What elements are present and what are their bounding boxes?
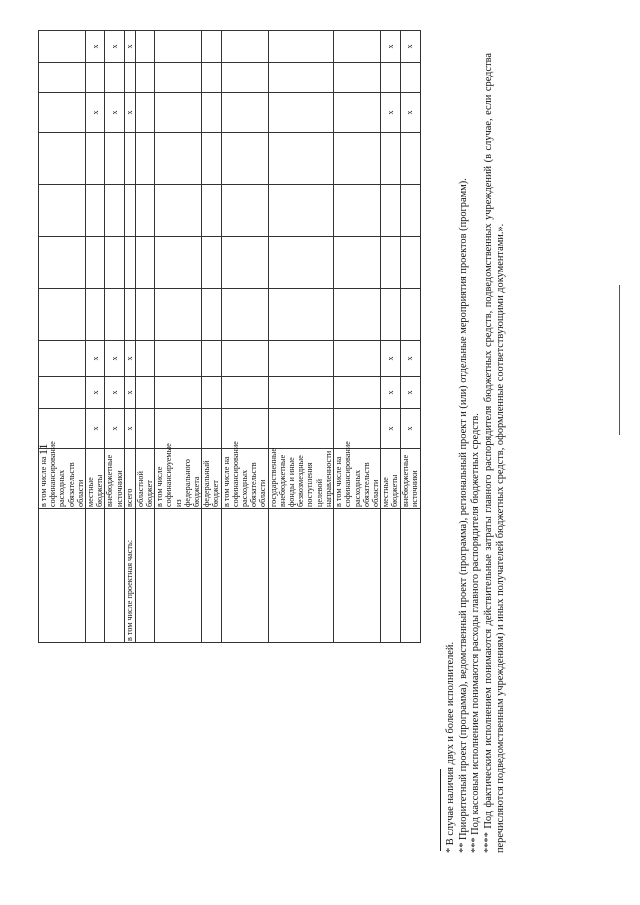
value-cell: х (105, 409, 124, 449)
section-cell (202, 509, 221, 643)
section-cell (86, 509, 105, 643)
value-cell (86, 63, 105, 93)
value-cell (221, 133, 268, 185)
row-label: внебюджетные источники (400, 449, 420, 509)
footnote: **** Под фактическим исполнением понимаются действительные затраты главного распорядителя бюджетных средств, подведомственных учреждений (в случае, если средства перечисляются подведомственным учреждениям) и иных получателей бюджетных средств, оформленные соответствующими документами.». (482, 53, 506, 853)
value-cell (268, 133, 333, 185)
value-cell: х (105, 377, 124, 409)
value-cell (105, 237, 124, 289)
section-cell (135, 509, 154, 643)
value-cell (268, 409, 333, 449)
value-cell (135, 237, 154, 289)
value-cell: х (105, 31, 124, 63)
value-cell (381, 237, 400, 289)
value-cell: х (86, 377, 105, 409)
value-cell (202, 409, 221, 449)
value-cell (86, 185, 105, 237)
value-cell (155, 341, 202, 377)
value-cell: х (124, 377, 135, 409)
value-cell (155, 93, 202, 133)
value-cell: х (381, 409, 400, 449)
value-cell: х (400, 377, 420, 409)
footnote: *** Под кассовым исполнением понимаются расходы главного распорядителя бюджетных средств. (470, 413, 481, 853)
value-cell: х (105, 93, 124, 133)
table-row (86, 31, 105, 643)
value-cell (135, 31, 154, 63)
value-cell (39, 409, 86, 449)
value-cell (334, 63, 381, 93)
value-cell (155, 377, 202, 409)
table-row (155, 31, 202, 643)
value-cell (202, 185, 221, 237)
row-label: федеральный бюджет (202, 449, 221, 509)
value-cell (105, 133, 124, 185)
table-row (124, 31, 135, 643)
value-cell (86, 133, 105, 185)
table-row (400, 31, 420, 643)
value-cell (334, 289, 381, 341)
section-cell (334, 509, 381, 643)
section-cell (268, 509, 333, 643)
value-cell (202, 31, 221, 63)
value-cell (334, 237, 381, 289)
value-cell (334, 93, 381, 133)
value-cell (86, 289, 105, 341)
value-cell (268, 377, 333, 409)
table-row (221, 31, 268, 643)
table-row (135, 31, 154, 643)
value-cell (202, 377, 221, 409)
value-cell (124, 63, 135, 93)
value-cell (135, 289, 154, 341)
value-cell (268, 63, 333, 93)
value-cell (39, 341, 86, 377)
section-cell (155, 509, 202, 643)
value-cell (39, 31, 86, 63)
value-cell (124, 289, 135, 341)
section-cell (221, 509, 268, 643)
footnote: * В случае наличия двух и более исполнителей. (445, 641, 456, 853)
value-cell (334, 409, 381, 449)
row-label: местные бюджеты (86, 449, 105, 509)
value-cell: х (86, 341, 105, 377)
value-cell (39, 289, 86, 341)
row-label: внебюджетные источники (105, 449, 124, 509)
value-cell: х (400, 409, 420, 449)
value-cell: х (381, 341, 400, 377)
footnote: ** Приоритетный проект (программа), ведомственный проект (программа), региональный проект и (или) отдельные мероприятия проектов (программ). (457, 178, 469, 853)
value-cell (202, 237, 221, 289)
value-cell (334, 31, 381, 63)
value-cell (105, 185, 124, 237)
value-cell: х (124, 341, 135, 377)
value-cell (86, 237, 105, 289)
value-cell (268, 31, 333, 63)
value-cell: х (381, 31, 400, 63)
row-label: государственные внебюджетные фонды и иные безвозмездные поступления целевой направленности (268, 447, 333, 507)
value-cell (202, 63, 221, 93)
value-cell (135, 409, 154, 449)
value-cell (221, 63, 268, 93)
value-cell (135, 377, 154, 409)
footnote-separator (440, 769, 441, 851)
value-cell (400, 237, 420, 289)
value-cell (268, 341, 333, 377)
value-cell (135, 63, 154, 93)
value-cell: х (400, 341, 420, 377)
row-label: в том числе на софинансирование расходных обязательств области (221, 441, 268, 507)
value-cell (381, 185, 400, 237)
value-cell (155, 289, 202, 341)
value-cell: х (86, 409, 105, 449)
section-cell (400, 509, 420, 643)
value-cell: х (86, 93, 105, 133)
value-cell (334, 133, 381, 185)
value-cell (155, 133, 202, 185)
value-cell (268, 185, 333, 237)
value-cell (39, 93, 86, 133)
value-cell (334, 341, 381, 377)
row-label: в том числе софинансируемые из федерального бюджета (155, 443, 202, 507)
value-cell (39, 237, 86, 289)
row-label: местные бюджеты (381, 449, 400, 509)
value-cell (221, 237, 268, 289)
page-number: 11 (36, 443, 50, 455)
value-cell (202, 341, 221, 377)
row-label: всего (124, 449, 135, 509)
value-cell (105, 289, 124, 341)
signature-line (619, 285, 620, 435)
value-cell: х (105, 341, 124, 377)
value-cell: х (381, 93, 400, 133)
value-cell: х (400, 31, 420, 63)
value-cell (221, 31, 268, 63)
value-cell (135, 133, 154, 185)
section-cell (105, 509, 124, 643)
value-cell (155, 63, 202, 93)
value-cell (381, 289, 400, 341)
value-cell (105, 63, 124, 93)
value-cell (135, 185, 154, 237)
section-cell (381, 509, 400, 643)
value-cell (135, 341, 154, 377)
value-cell (268, 93, 333, 133)
value-cell (155, 237, 202, 289)
value-cell: х (124, 409, 135, 449)
section-cell (39, 509, 86, 643)
value-cell (124, 133, 135, 185)
footnotes (445, 53, 508, 853)
value-cell (268, 237, 333, 289)
value-cell (155, 31, 202, 63)
row-label: областной бюджет (135, 449, 154, 509)
table-row (334, 31, 381, 643)
value-cell (202, 93, 221, 133)
financing-table (38, 30, 421, 643)
table-row (202, 31, 221, 643)
value-cell (221, 185, 268, 237)
value-cell (221, 341, 268, 377)
value-cell (39, 377, 86, 409)
value-cell (400, 185, 420, 237)
value-cell (381, 63, 400, 93)
table-row (381, 31, 400, 643)
value-cell (202, 133, 221, 185)
value-cell (334, 185, 381, 237)
value-cell (39, 185, 86, 237)
value-cell (400, 63, 420, 93)
value-cell (221, 289, 268, 341)
value-cell: х (400, 93, 420, 133)
value-cell (221, 409, 268, 449)
value-cell (221, 377, 268, 409)
table-row (105, 31, 124, 643)
table-row (39, 31, 86, 643)
value-cell (381, 133, 400, 185)
value-cell (155, 185, 202, 237)
value-cell: х (124, 31, 135, 63)
value-cell (124, 185, 135, 237)
value-cell (135, 93, 154, 133)
row-label: в том числе на софинансирование расходных обязательств области (334, 441, 380, 507)
value-cell (268, 289, 333, 341)
value-cell (124, 237, 135, 289)
value-cell (400, 133, 420, 185)
section-cell: в том числе проектная часть: (124, 509, 135, 643)
value-cell (155, 409, 202, 449)
value-cell: х (86, 31, 105, 63)
value-cell: х (124, 93, 135, 133)
row-label: в том числе на софинансирование расходных обязательств области (39, 441, 85, 507)
value-cell (39, 133, 86, 185)
financing-table-body (39, 31, 421, 643)
value-cell (334, 377, 381, 409)
table-row (268, 31, 333, 643)
value-cell (400, 289, 420, 341)
value-cell (202, 289, 221, 341)
value-cell: х (381, 377, 400, 409)
value-cell (221, 93, 268, 133)
value-cell (39, 63, 86, 93)
